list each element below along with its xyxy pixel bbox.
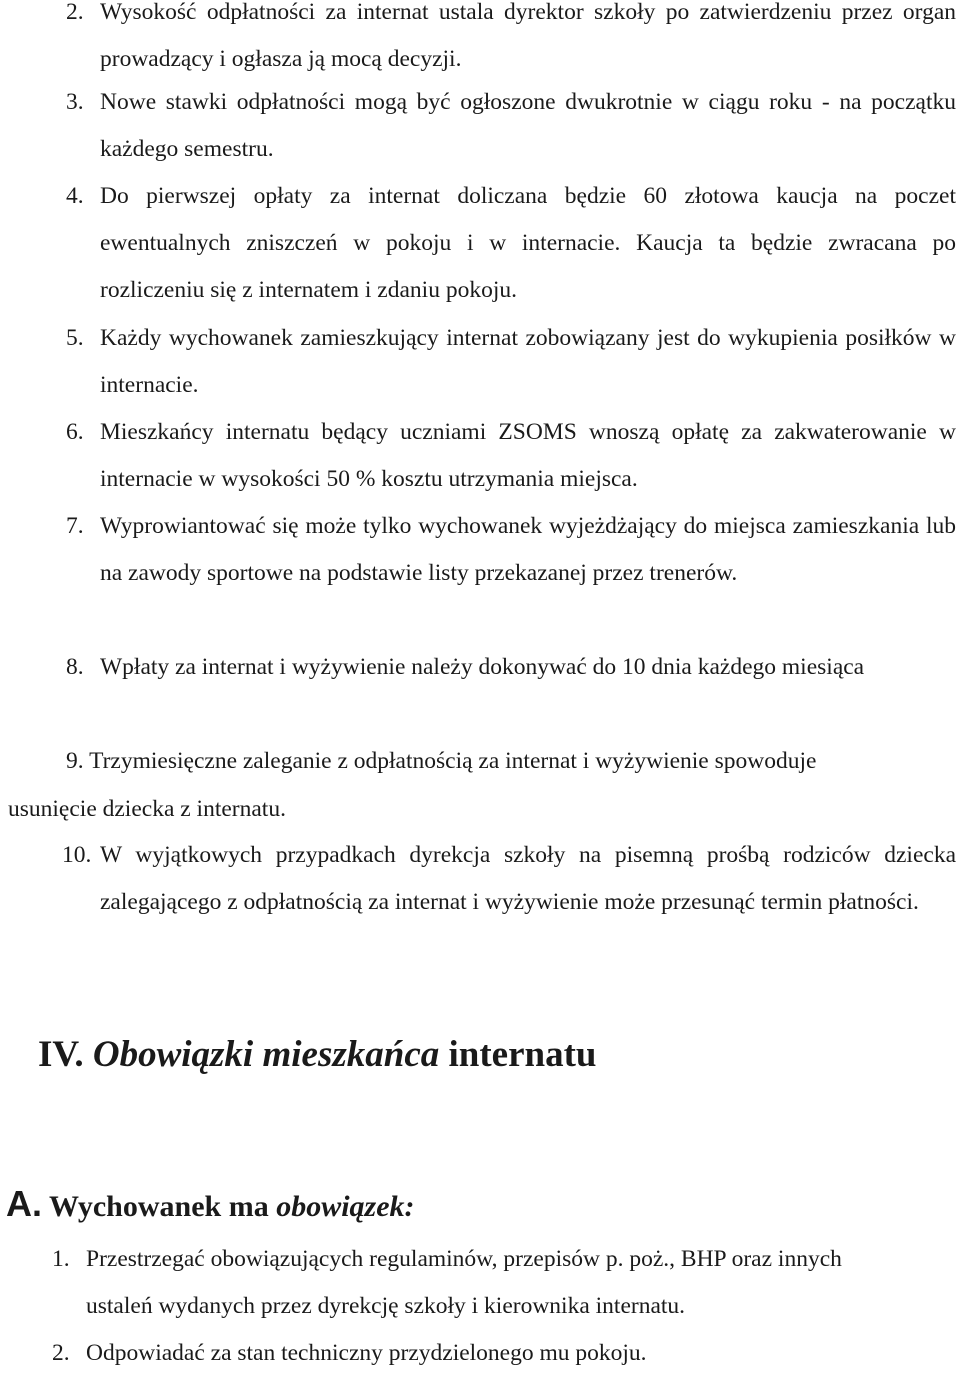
item-number: 9. — [66, 748, 84, 774]
item-text: Odpowiadać za stan techniczny przydzielonego mu pokoju. — [86, 1340, 647, 1366]
item-text: Nowe stawki odpłatności mogą być ogłoszone dwukrotnie w ciągu roku - na początku każdego semestru. — [100, 89, 956, 162]
item-text: Wpłaty za internat i wyżywienie należy dokonywać do 10 dnia każdego miesiąca — [100, 654, 865, 680]
section-number: IV. — [38, 1034, 84, 1075]
item-text: Mieszkańcy internatu będący uczniami ZSOMS wnoszą opłatę za zakwaterowanie w internacie w wysokości 50 % kosztu utrzymania miejsca. — [100, 419, 956, 492]
item-number: 5. — [66, 325, 84, 351]
item-text-continuation: usunięcie dziecka z internatu. — [8, 796, 286, 822]
section-title-italic: Obowiązki mieszkańca — [92, 1034, 440, 1075]
item-number: 8. — [66, 654, 84, 680]
item-text: Każdy wychowanek zamieszkujący internat zobowiązany jest do wykupienia posiłków w internacie. — [100, 325, 956, 398]
item-number: 4. — [66, 183, 84, 209]
item-text: W wyjątkowych przypadkach dyrekcja szkoły na pisemną prośbą rodziców dziecka zalegającego z odpłatnością za internat i wyżywienie może przesunąć termin płatności. — [100, 842, 956, 915]
item-number: 6. — [66, 419, 84, 445]
section-heading — [38, 1028, 597, 1082]
item-text: Przestrzegać obowiązujących regulaminów, przepisów p. poż., BHP oraz innych ustaleń wydanych przez dyrekcję szkoły i kierownika internatu. — [86, 1246, 842, 1319]
subsection-letter: A. — [6, 1183, 42, 1224]
item-text: Do pierwszej opłaty za internat doliczana będzie 60 złotowa kaucja na poczet ewentualnych zniszczeń w pokoju i w internacie. Kaucja ta będzie zwracana po rozliczeniu się z internatem i zdaniu pokoju. — [100, 183, 956, 303]
item-number: 7. — [66, 513, 84, 539]
item-number: 2. — [52, 1340, 70, 1366]
list-item — [66, 738, 956, 785]
section-title-rest: internatu — [448, 1034, 597, 1075]
item-text: Wysokość odpłatności za internat ustala dyrektor szkoły po zatwierdzeniu przez organ prowadzący i ogłasza ją mocą decyzji. — [100, 0, 956, 72]
subsection-heading — [6, 1180, 415, 1231]
item-number: 3. — [66, 89, 84, 115]
item-text: Wyprowiantować się może tylko wychowanek wyjeżdżający do miejsca zamieszkania lub na zawody sportowe na podstawie listy przekazanej przez trenerów. — [100, 513, 956, 586]
subsection-title: Wychowanek ma — [48, 1190, 269, 1223]
item-number: 2. — [66, 0, 84, 25]
item-number: 10. — [62, 842, 92, 868]
subsection-title-italic: obowiązek: — [276, 1190, 415, 1223]
item-number: 1. — [52, 1246, 70, 1272]
item-text: Trzymiesięczne zaleganie z odpłatnością za internat i wyżywienie spowoduje — [89, 748, 817, 774]
